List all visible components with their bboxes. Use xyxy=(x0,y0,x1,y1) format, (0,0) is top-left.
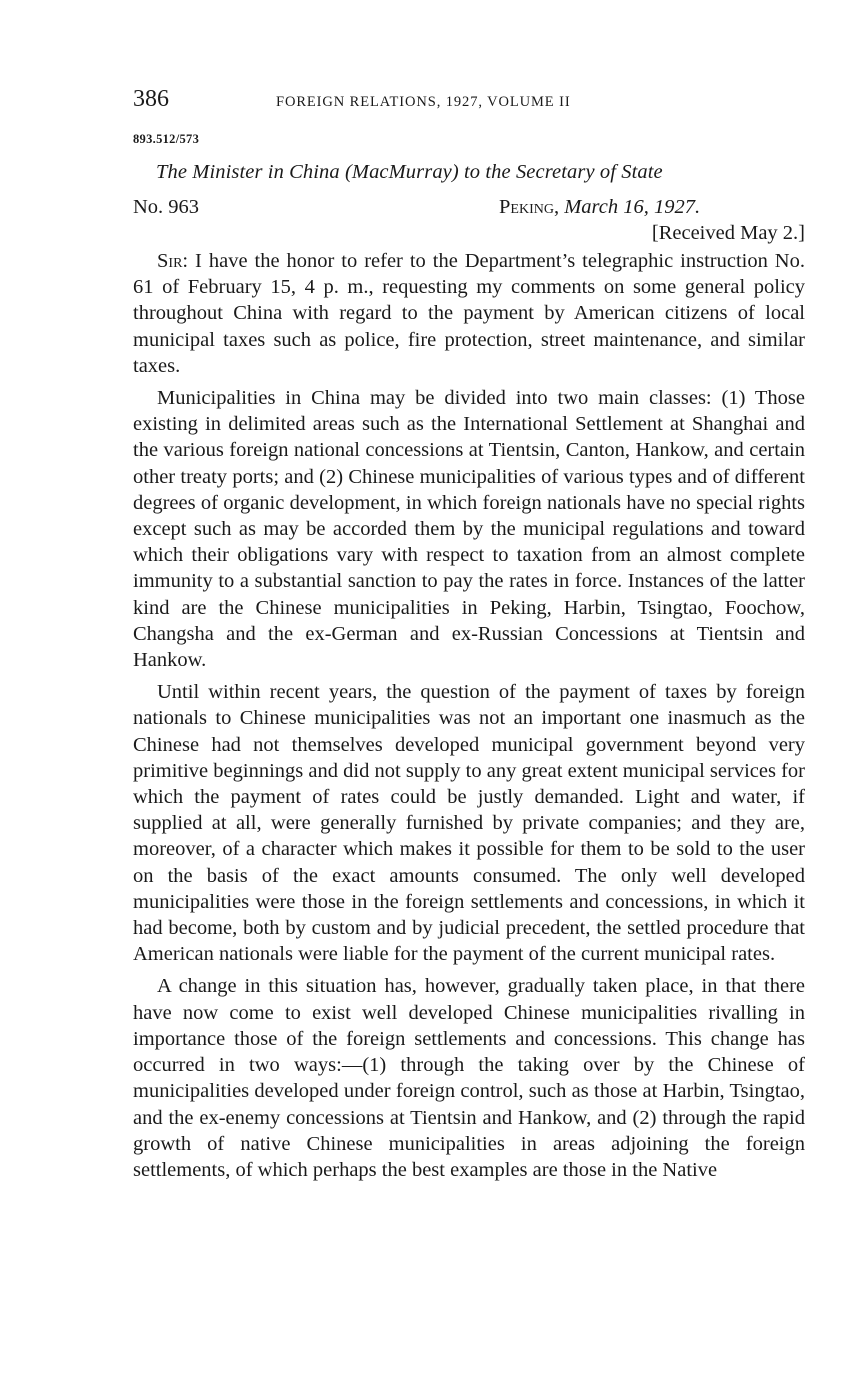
paragraph xyxy=(133,248,805,379)
paragraph-text: : I have the honor to refer to the Department’s telegraphic instruction No. 61 of February 15, 4 p. m., requesting my comments on some general policy throughout China with regard to the payment by American citizens of local municipal taxes such as police, fire protection, street maintenance, and similar taxes. xyxy=(133,250,805,377)
date: March 16, 1927. xyxy=(564,196,701,218)
running-head xyxy=(133,86,805,116)
page-number: 386 xyxy=(133,86,169,112)
file-number: 893.512/573 xyxy=(133,132,200,146)
document-page xyxy=(133,86,805,1189)
document-meta xyxy=(133,196,805,248)
place-date: Peking, March 16, 1927. xyxy=(499,196,701,218)
document-number: No. 963 xyxy=(133,196,200,218)
paragraph: A change in this situation has, however, gradually taken place, in that there have now come to exist well developed Chinese municipalities rivalling in importance those of the foreign settlements and concessions. This change has occurred in two ways:—(1) through the taking over by the Chinese of municipalities developed under foreign control, such as those at Harbin, Tsingtao, and the ex-enemy concessions at Tientsin and Hankow, and (2) through the rapid growth of native Chinese municipalities in areas adjoining the foreign settlements, of which perhaps the best examples are those in the Native xyxy=(133,975,805,1181)
document-title: The Minister in China (MacMurray) to the Secretary of State xyxy=(156,161,663,183)
running-head-title: FOREIGN RELATIONS, 1927, VOLUME II xyxy=(276,94,571,110)
paragraph: Municipalities in China may be divided into two main classes: (1) Those existing in delimited areas such as the International Settlement at Shanghai and the various foreign national concessions at Tientsin, Canton, Hankow, and certain other treaty ports; and (2) Chinese municipalities of various types and of different degrees of organic development, in which foreign nationals have no special rights except such as may be accorded them by the municipal regulations and toward which their obligations vary with respect to taxation from an almost complete immunity to a substantial sanction to pay the rates in force. Instances of the latter kind are the Chinese municipalities in Peking, Harbin, Tsingtao, Foochow, Changsha and the ex-German and ex-Russian Concessions at Tientsin and Hankow. xyxy=(133,387,805,672)
body-text xyxy=(133,248,805,1183)
salutation: Sir xyxy=(157,250,183,272)
paragraph: Until within recent years, the question of the payment of taxes by foreign nationals to Chinese municipalities was not an important one inasmuch as the Chinese had not themselves developed municipal government beyond very primitive beginnings and did not supply to any great extent municipal services for which the payment of rates could be justly demanded. Light and water, if supplied at all, were generally furnished by private companies; and they are, moreover, of a character which makes it possible for them to be sold to the user on the basis of the exact amounts consumed. The only well developed municipalities were those in the foreign settlements and concessions, in which it had become, both by custom and by judicial precedent, the settled procedure that American nationals were liable for the payment of the current municipal rates. xyxy=(133,681,805,966)
place: Peking xyxy=(499,196,554,218)
received-note: [Received May 2.] xyxy=(651,222,805,244)
